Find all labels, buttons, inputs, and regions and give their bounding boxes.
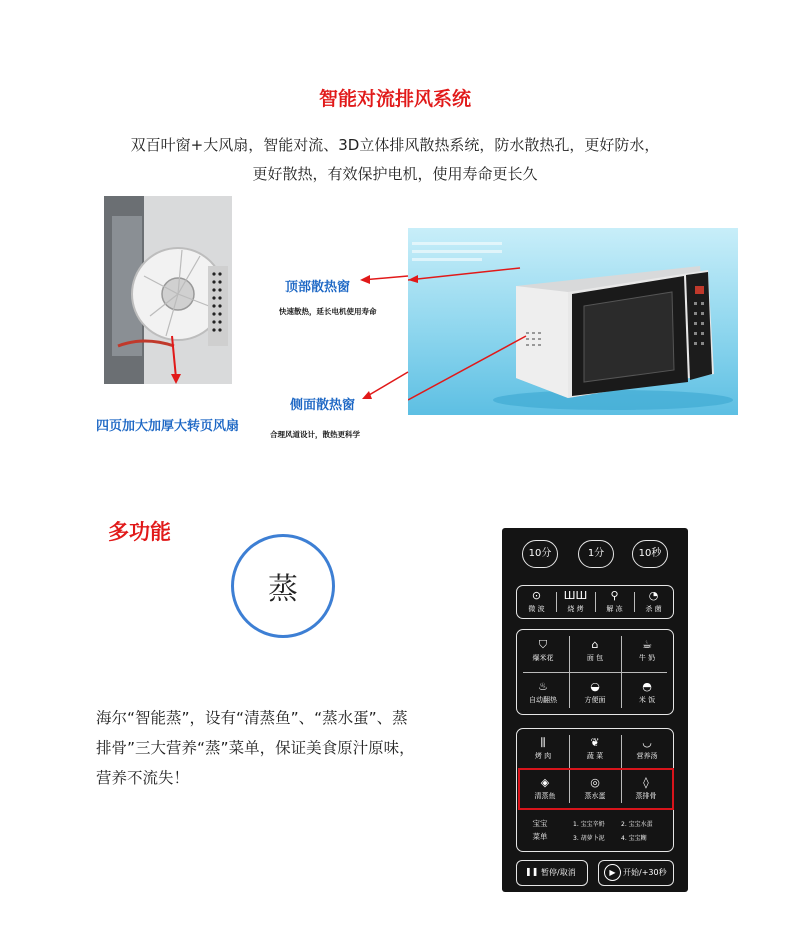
baby-item: 4. 宝宝糊: [621, 835, 647, 842]
menu-steamed-egg-button[interactable]: [570, 770, 620, 808]
menu-soup-button[interactable]: [621, 729, 673, 769]
menu-label: 蒸排骨: [635, 792, 657, 800]
vent-arrows: [360, 268, 410, 408]
pause-cancel-button[interactable]: [516, 860, 588, 886]
steam-circle: [231, 534, 335, 638]
menu-group-1: [516, 629, 674, 715]
baby-menu-button[interactable]: [517, 809, 563, 851]
ribs-icon: ◊: [643, 776, 649, 789]
milk-icon: ☕: [642, 638, 652, 651]
time-button-10min[interactable]: [522, 540, 558, 568]
fish-icon: ◈: [540, 776, 550, 789]
mode-label: 杀 菌: [645, 605, 662, 613]
menu-bread-button[interactable]: [569, 630, 621, 672]
steam-paragraph: 海尔“智能蒸”，设有“清蒸鱼”、“蒸水蛋”、蒸排骨”三大营养“蒸”菜单，保证美食原汁原味，营养不流失！: [96, 709, 415, 787]
microwave-photo: [408, 228, 738, 415]
wave-icon: ⊙: [531, 589, 542, 602]
menu-veg-button[interactable]: [569, 729, 621, 769]
menu-label: 方便面: [584, 696, 606, 704]
menu-label: 烤 肉: [534, 752, 552, 760]
baby-item: 1. 宝宝辛奶: [573, 821, 605, 828]
menu-label: 蒸水蛋: [584, 792, 606, 800]
menu-steamed-fish-button[interactable]: [520, 770, 570, 808]
menu-label: 牛 奶: [638, 654, 656, 662]
menu-label: 清蒸鱼: [534, 792, 556, 800]
menu-label: 爆米花: [532, 654, 554, 662]
veg-icon: ❦: [590, 736, 600, 749]
menu-label: 米 饭: [638, 696, 656, 704]
pause-cancel-label: 暂停/取消: [541, 868, 576, 877]
menu-bbq-button[interactable]: [517, 729, 569, 769]
mode-thaw-button[interactable]: [595, 586, 634, 618]
mode-grill-button[interactable]: [556, 586, 595, 618]
menu-label: 营养汤: [636, 752, 658, 760]
baby-item: 3. 胡萝卜泥: [573, 835, 605, 842]
thaw-icon: ⚲: [610, 589, 619, 602]
top-vent-note: 快速散热，延长电机使用寿命: [279, 307, 377, 316]
menu-steamed-ribs-button[interactable]: [620, 770, 672, 808]
play-icon: ▶: [604, 864, 621, 881]
start-label: 开始/+30秒: [623, 868, 667, 877]
skewer-icon: ⫼: [540, 736, 546, 749]
mode-group: [516, 585, 674, 619]
soup-icon: ◡: [642, 736, 652, 749]
start-button[interactable]: [598, 860, 674, 886]
menu-popcorn-button[interactable]: [517, 630, 569, 672]
rice-icon: ◓: [642, 680, 652, 693]
mode-microwave-button[interactable]: [517, 586, 556, 618]
description-line-2: 更好散热，有效保护电机，使用寿命更长久: [252, 165, 538, 183]
sterilize-icon: ◔: [648, 589, 659, 602]
top-vent-label: 顶部散热窗: [285, 280, 351, 295]
mode-sterilize-button[interactable]: [634, 586, 673, 618]
description-line-1: 双百叶窗+大风扇，智能对流、3D立体排风散热系统，防水散热孔，更好防水，: [130, 136, 660, 154]
section-title-multifunction: 多功能: [108, 520, 171, 544]
steam-circle-char: 蒸: [268, 572, 298, 607]
side-vent-note: 合理风道设计，散热更科学: [270, 430, 360, 439]
control-panel: [502, 528, 688, 892]
baby-menu-label-2: 菜单: [532, 832, 548, 841]
baby-menu-label-1: 宝宝: [532, 819, 548, 828]
egg-icon: ◎: [590, 776, 600, 789]
menu-reheat-button[interactable]: [517, 672, 569, 714]
menu-label: 蔬 菜: [586, 752, 604, 760]
mode-label: 微 波: [528, 605, 545, 613]
menu-milk-button[interactable]: [621, 630, 673, 672]
side-vent-label: 侧面散热窗: [290, 398, 356, 413]
time-button-label: 10秒: [638, 548, 662, 559]
menu-label: 自动翻热: [529, 696, 557, 704]
bread-icon: ⌂: [591, 638, 599, 651]
time-button-10sec[interactable]: [632, 540, 668, 568]
menu-label: 面 包: [586, 654, 604, 662]
popcorn-icon: ⛉: [538, 638, 548, 651]
baby-item: 2. 宝宝水蛋: [621, 821, 653, 828]
steam-menu-highlight: [518, 768, 674, 810]
menu-rice-button[interactable]: [621, 672, 673, 714]
section-title-ventilation: 智能对流排风系统: [318, 88, 471, 110]
menu-noodle-button[interactable]: [569, 672, 621, 714]
mode-label: 烧 烤: [567, 605, 584, 613]
time-button-label: 1分: [587, 548, 605, 559]
mode-label: 解 冻: [606, 605, 623, 613]
noodle-icon: ◒: [590, 680, 600, 693]
fan-photo: [104, 196, 232, 384]
fan-caption: 四页加大加厚大转页风扇: [96, 419, 240, 434]
grill-icon: ШШ: [563, 589, 588, 602]
pause-icon: ❚❚: [525, 867, 539, 876]
time-button-label: 10分: [528, 548, 552, 559]
time-button-1min[interactable]: [578, 540, 614, 568]
reheat-icon: ♨: [538, 680, 548, 693]
